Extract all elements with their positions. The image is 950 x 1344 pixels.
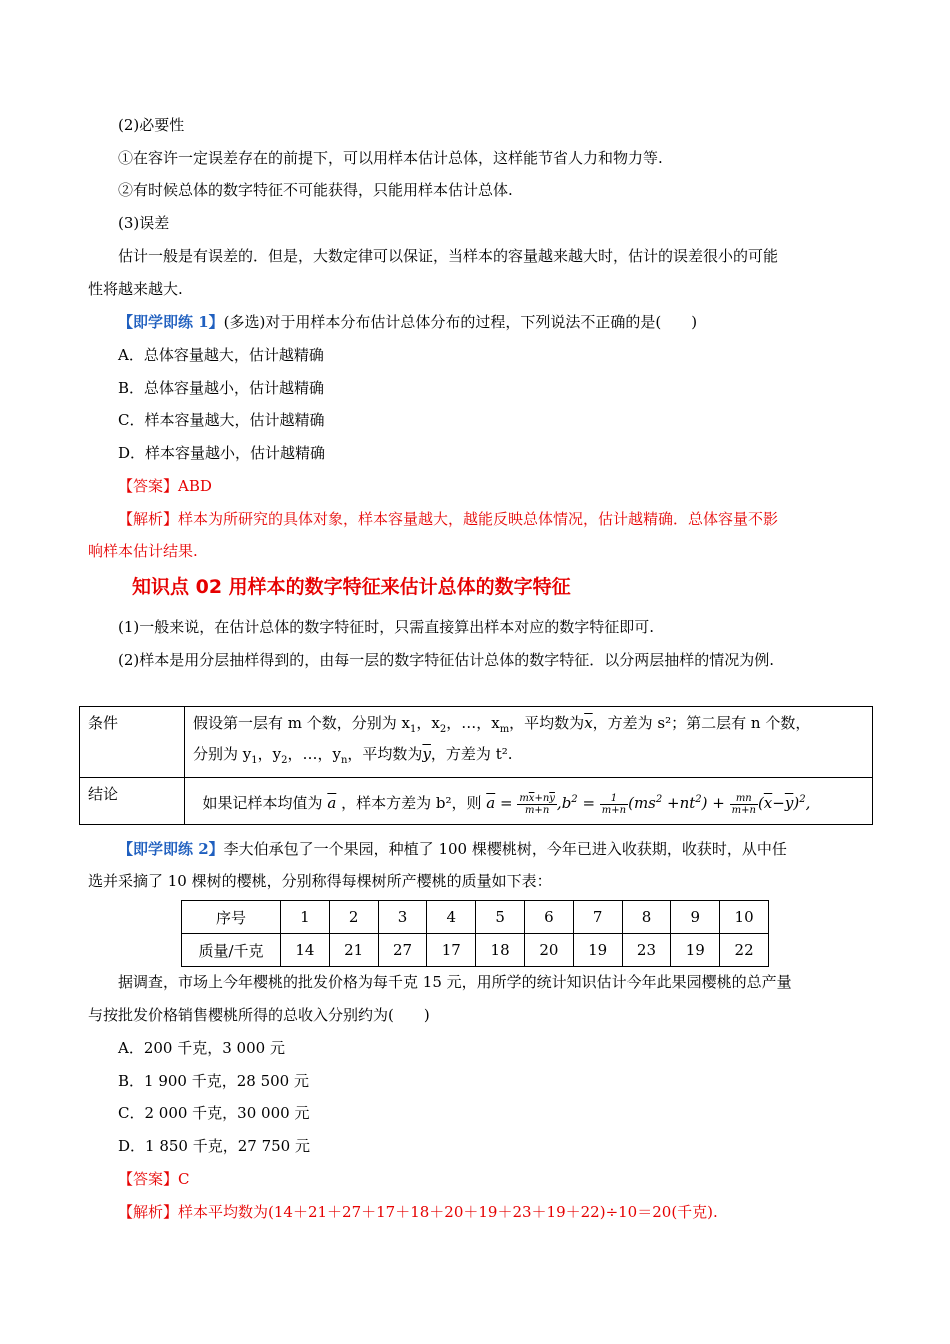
table-cell: 5 (476, 901, 525, 934)
stratified-table (79, 706, 873, 825)
answer: 【答案】C (118, 1170, 190, 1188)
table-row (182, 934, 769, 967)
analysis-cont: 响样本估计结果. (88, 542, 198, 560)
question-text: 选并采摘了 10 棵树的樱桃，分别称得每棵树所产樱桃的质量如下表： (88, 872, 552, 890)
exercise-2-stem (118, 838, 787, 860)
text: ，样本方差为 b²，则 (341, 794, 482, 812)
exercise-tag: 【即学即练 2】 (118, 840, 224, 858)
option-d: D．1 850 千克，27 750 元 (118, 1137, 310, 1155)
question-text: 据调查，市场上今年樱桃的批发价格为每千克 15 元，用所学的统计知识估计今年此果园樱桃的总产量 (118, 973, 792, 991)
question-text: 与按批发价格销售樱桃所得的总收入分别约为( ) (88, 1006, 430, 1024)
table-header: 序号 (182, 901, 281, 934)
table-cell-key: 条件 (80, 707, 185, 778)
table-cell: 4 (427, 901, 476, 934)
text: ，方差为 s²；第二层有 n 个数， (592, 714, 811, 732)
text: ，平均数为 (509, 714, 585, 732)
formula: $\overline{a}$ = $\frac{m\overline{x}+n\overline{y}}{m+n}$ $,b^2$ = $\frac{1}{m+n}$ $(ms^2 +nt^2)$ + $\frac{mn}{m+n}$ $(\overline{x}-\overline{y})^2$, (486, 792, 811, 816)
heading-error: (3)误差 (118, 214, 170, 232)
table-cell: 19 (573, 934, 622, 967)
question-text: (多选)对于用样本分布估计总体分布的过程，下列说法不正确的是( ) (223, 313, 698, 331)
table-cell: 22 (720, 934, 769, 967)
table-cell-conclusion: 如果记样本均值为 $\overline{a}$ ，样本方差为 b²，则 $\overline{a}$ = $\frac{m\overline{x}+n\overline{y}}{m+n}$ $,b^2$ = $\frac{1}{m+n}$ $(ms^2 +nt^2)$ + $\frac{mn}{m+n}$ $(\overline{x}-\overline{y})^2$, (185, 778, 873, 825)
paragraph: 性将越来越大. (88, 280, 183, 298)
table-header: 质量/千克 (182, 934, 281, 967)
table-cell: 23 (622, 934, 671, 967)
table-row (182, 901, 769, 934)
option-b: B．1 900 千克，28 500 元 (118, 1072, 309, 1090)
option-d: D．样本容量越小，估计越精确 (118, 444, 326, 462)
text: 分别为 y (193, 745, 252, 763)
paragraph: ①在容许一定误差存在的前提下，可以用样本估计总体，这样能节省人力和物力等. (118, 149, 663, 167)
option-a: A．200 千克，3 000 元 (118, 1039, 285, 1057)
option-c: C．样本容量越大，估计越精确 (118, 411, 325, 429)
cherry-table (181, 900, 769, 967)
table-cell: 1 (281, 901, 330, 934)
table-cell: 3 (378, 901, 427, 934)
paragraph: (1)一般来说，在估计总体的数字特征时，只需直接算出样本对应的数字特征即可. (118, 618, 655, 636)
table-cell: 14 (281, 934, 330, 967)
table-cell: 2 (329, 901, 378, 934)
answer: 【答案】ABD (118, 477, 212, 495)
analysis: 【解析】样本为所研究的具体对象，样本容量越大，越能反映总体情况，估计越精确．总体容量不影 (118, 510, 779, 528)
table-cell: 8 (622, 901, 671, 934)
text: ，方差为 t². (430, 745, 513, 763)
heading-necessity: (2)必要性 (118, 116, 185, 134)
table-cell: 9 (671, 901, 720, 934)
question-text: 李大伯承包了一个果园，种植了 100 棵樱桃树，今年已进入收获期，收获时，从中任 (223, 840, 787, 858)
exercise-tag: 【即学即练 1】 (118, 313, 224, 331)
analysis: 【解析】样本平均数为(14＋21＋27＋17＋18＋20＋19＋23＋19＋22)÷10＝20(千克). (118, 1203, 718, 1221)
table-cell: 20 (524, 934, 573, 967)
table-cell: 7 (573, 901, 622, 934)
table-cell: 17 (427, 934, 476, 967)
table-row (80, 778, 873, 825)
paragraph: (2)样本是用分层抽样得到的，由每一层的数字特征估计总体的数字特征．以分两层抽样的情况为例. (118, 651, 775, 669)
knowledge-point-title: 知识点 02 用样本的数字特征来估计总体的数字特征 (132, 576, 571, 598)
table-cell: 21 (329, 934, 378, 967)
paragraph: 估计一般是有误差的．但是，大数定律可以保证，当样本的容量越来越大时，估计的误差很小的可能 (118, 247, 779, 265)
text: ，平均数为 (347, 745, 423, 763)
table-cell: 27 (378, 934, 427, 967)
table-cell-condition: 假设第一层有 m 个数，分别为 $x_1$，$x_2$，…，$x_m$，平均数为$\overline{x}$，方差为 s²；第二层有 n 个数， 分别为 $y_1$，$y_2$，…，$y_n$，平均数为$\overline{y}$，方差为 t². (185, 707, 873, 778)
table-row (80, 707, 873, 778)
option-a: A．总体容量越大，估计越精确 (118, 346, 324, 364)
table-cell: 19 (671, 934, 720, 967)
text: 假设第一层有 m 个数，分别为 x (193, 714, 410, 732)
text: 如果记样本均值为 (202, 794, 323, 812)
table-cell: 6 (524, 901, 573, 934)
paragraph: ②有时候总体的数字特征不可能获得，只能用样本估计总体. (118, 181, 513, 199)
exercise-1-stem (118, 311, 697, 333)
table-cell: 18 (476, 934, 525, 967)
option-c: C．2 000 千克，30 000 元 (118, 1104, 310, 1122)
option-b: B．总体容量越小，估计越精确 (118, 379, 325, 397)
table-cell-key: 结论 (80, 778, 185, 825)
table-cell: 10 (720, 901, 769, 934)
